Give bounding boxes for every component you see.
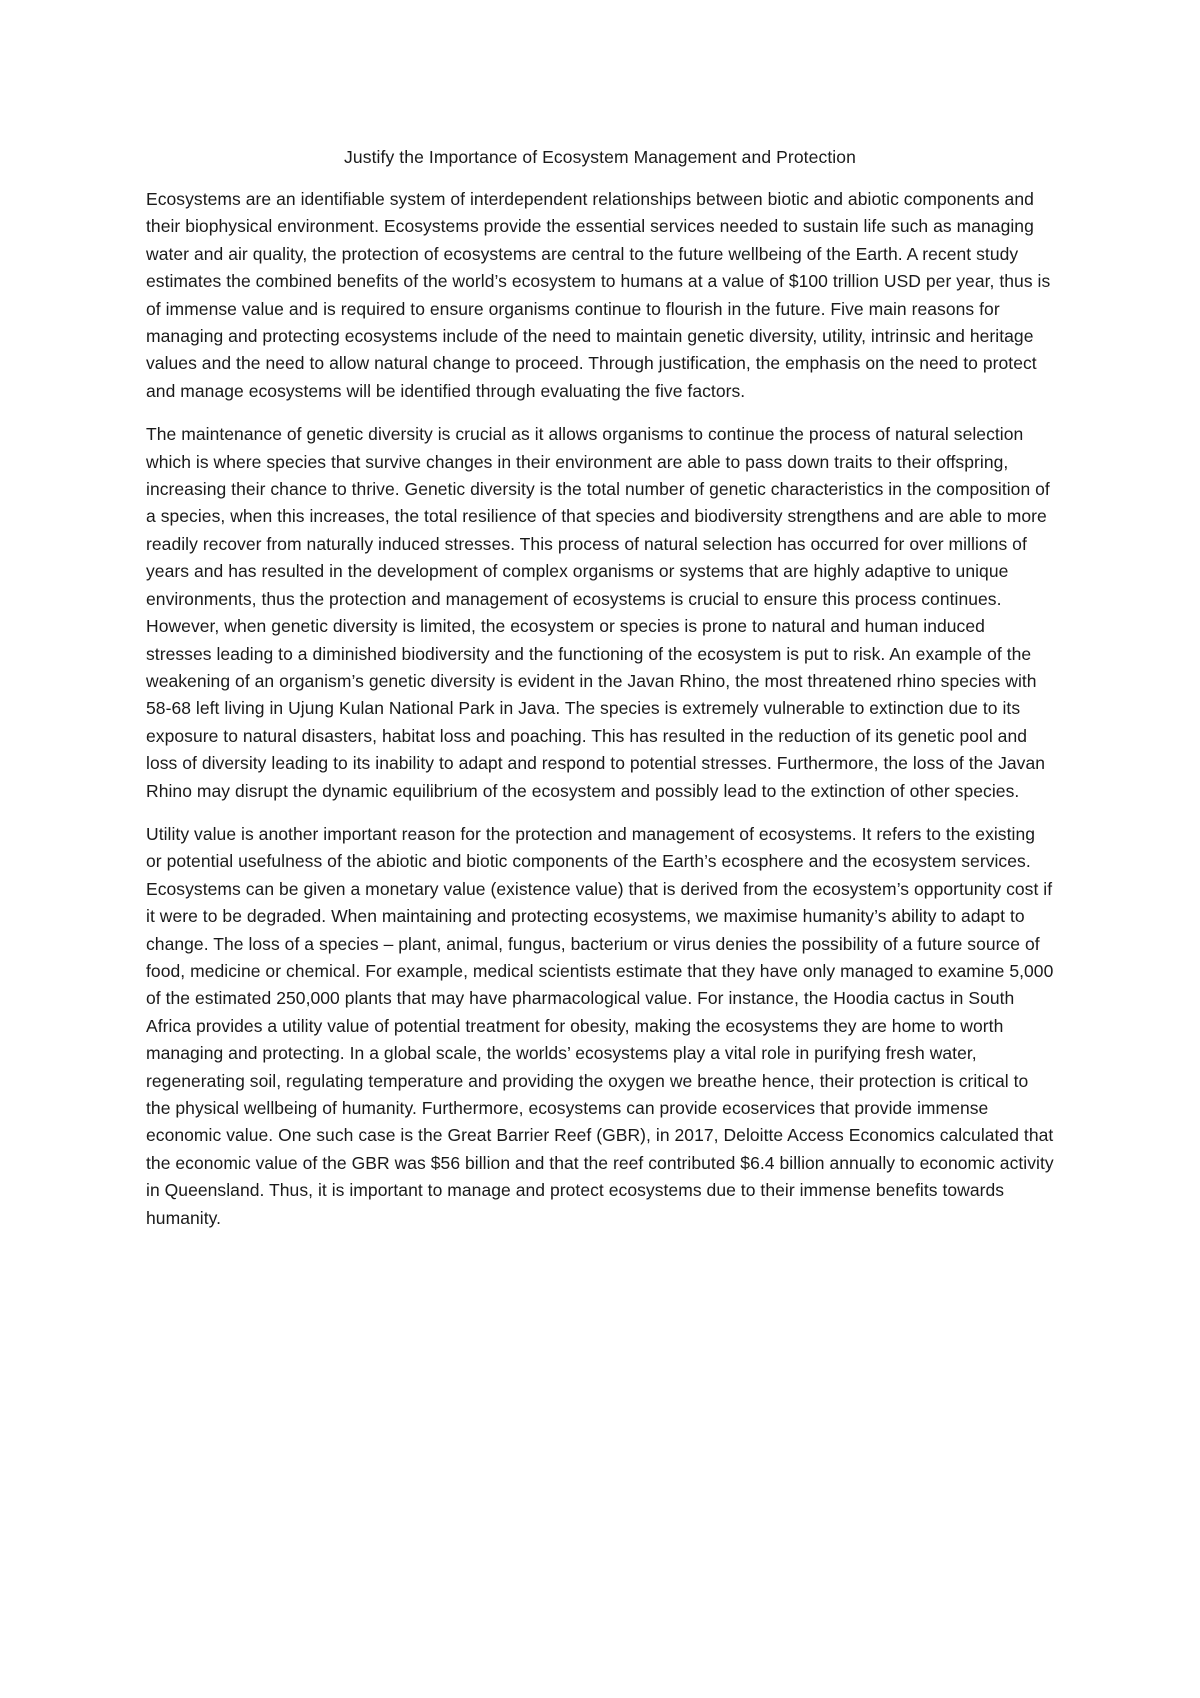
paragraph-utility-value: Utility value is another important reason for the protection and management of ecosystems. It refers to the existing or potential usefulness of the abiotic and biotic components of the Earth’s ecosphere and the ecosystem services. Ecosystems can be given a monetary value (existence value) that is derived from the ecosystem’s opportunity cost if it were to be degraded. When maintaining and protecting ecosystems, we maximise humanity’s ability to adapt to change. The loss of a species – plant, animal, fungus, bacterium or virus denies the possibility of a future source of food, medicine or chemical. For example, medical scientists estimate that they have only managed to examine 5,000 of the estimated 250,000 plants that may have pharmacological value. For instance, the Hoodia cactus in South Africa provides a utility value of potential treatment for obesity, making the ecosystems they are home to worth managing and protecting. In a global scale, the worlds’ ecosystems play a vital role in purifying fresh water, regenerating soil, regulating temperature and providing the oxygen we breathe hence, their protection is critical to the physical wellbeing of humanity. Furthermore, ecosystems can provide ecoservices that provide immense economic value. One such case is the Great Barrier Reef (GBR), in 2017, Deloitte Access Economics calculated that the economic value of the GBR was $56 billion and that the reef contributed $6.4 billion annually to economic activity in Queensland. Thus, it is important to manage and protect ecosystems due to their immense benefits towards humanity.: [146, 823, 1054, 1228]
paragraph-genetic-diversity: The maintenance of genetic diversity is crucial as it allows organisms to continue the process of natural selection which is where species that survive changes in their environment are able to pass down traits to their offspring, increasing their chance to thrive. Genetic diversity is the total number of genetic characteristics in the composition of a species, when this increases, the total resilience of that species and biodiversity strengthens and are able to more readily recover from naturally induced stresses. This process of natural selection has occurred for over millions of years and has resulted in the development of complex organisms or systems that are highly adaptive to unique environments, thus the protection and management of ecosystems is crucial to ensure this process continues. However, when genetic diversity is limited, the ecosystem or species is prone to natural and human induced stresses leading to a diminished biodiversity and the functioning of the ecosystem is put to risk. An example of the weakening of an organism’s genetic diversity is evident in the Javan Rhino, the most threatened rhino species with 58-68 left living in Ujung Kulan National Park in Java. The species is extremely vulnerable to extinction due to its exposure to natural disasters, habitat loss and poaching. This has resulted in the reduction of its genetic pool and loss of diversity leading to its inability to adapt and respond to potential stresses. Furthermore, the loss of the Javan Rhino may disrupt the dynamic equilibrium of the ecosystem and possibly lead to the extinction of other species.: [146, 424, 1050, 801]
document-title: Justify the Importance of Ecosystem Management and Protection: [344, 147, 856, 167]
document-body: [146, 146, 1054, 1248]
paragraph-introduction: Ecosystems are an identifiable system of interdependent relationships between biotic and abiotic components and their biophysical environment. Ecosystems provide the essential services needed to sustain life such as managing water and air quality, the protection of ecosystems are central to the future wellbeing of the Earth. A recent study estimates the combined benefits of the world’s ecosystem to humans at a value of $100 trillion USD per year, thus is of immense value and is required to ensure organisms continue to flourish in the future. Five main reasons for managing and protecting ecosystems include of the need to maintain genetic diversity, utility, intrinsic and heritage values and the need to allow natural change to proceed. Through justification, the emphasis on the need to protect and manage ecosystems will be identified through evaluating the five factors.: [146, 189, 1051, 401]
